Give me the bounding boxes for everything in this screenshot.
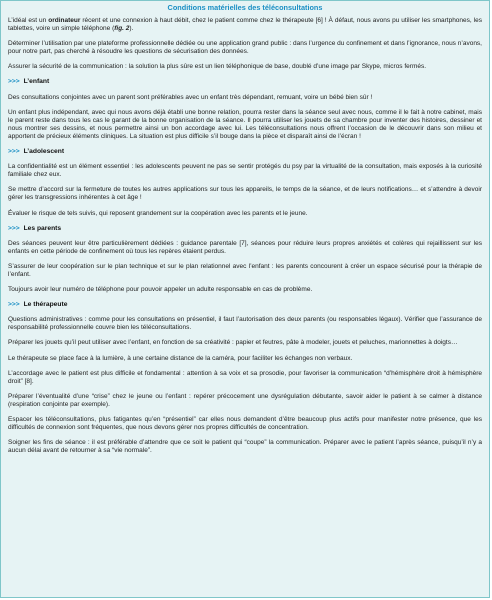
adolescent-paragraph-2: Se mettre d’accord sur la fermeture de toutes les autres applications sur tous les appareils, le temps de la séance, et de leurs notifications… et s’attendre à devoir gérer les transgressions inhérentes à cet âge ! xyxy=(8,186,482,202)
arrow-marker: >>> xyxy=(8,301,20,309)
therapeute-paragraph-5: Préparer l’éventualité d’une “crise” chez le jeune ou l’enfant : repérer précocement une dysrégulation débutante, savoir aider le patient à se calmer à distance (respiration conjointe par exemple). xyxy=(8,392,482,408)
therapeute-paragraph-4: L’accordage avec le patient est plus difficile et fondamental : attention à sa voix et sa prosodie, pour favoriser la communication “d’hémisphère droit à hémisphère droit” [8]. xyxy=(8,369,482,385)
heading-label: L’adolescent xyxy=(23,148,65,156)
heading-label: Les parents xyxy=(23,224,62,232)
enfant-paragraph-2: Un enfant plus indépendant, avec qui nous avons déjà établi une bonne relation, pourra rester dans la séance seul avec nous, comme il le fait à notre cabinet, mais le parent reste dans tous les cas le garant de la bonne organisation de la séance. Il pourra utiliser les jouets de sa chambre pour inventer des histoires, dessiner et nous montrer ses dessins, et nous permettre ainsi un bon accordage avec lui. Les téléconsultations nous offrent l’occasion de le découvrir dans son milieu et apportent de précieux éléments cliniques. La situation est plus difficile s’il bouge dans la pièce et disparaît ainsi de l’écran ! xyxy=(8,108,482,140)
adolescent-paragraph-3: Évaluer le risque de tels suivis, qui reposent grandement sur la coopération avec les parents et le jeune. xyxy=(8,209,308,217)
text-run: récent et une connexion à haut débit, chez le patient comme chez le thérapeute [6] ! À défaut, nous avons pu utiliser les smartphones, les tablettes, voire un simple téléphone ( xyxy=(8,17,482,33)
arrow-marker: >>> xyxy=(8,78,20,86)
adolescent-paragraph-1: La confidentialité est un élément essentiel : les adolescents peuvent ne pas se sentir protégés du psy par la virtualité de la consultation, mais exposés à la curiosité familiale chez eux. xyxy=(8,163,482,179)
therapeute-paragraph-6: Espacer les téléconsultations, plus fatigantes qu’en “présentiel” car elles nous demandent d’être beaucoup plus actifs pour manifester notre présence, que les difficultés de connexion sont fréquentes, que nous devons gérer nos propres difficultés de concentration. xyxy=(8,416,482,432)
therapeute-paragraph-3: Le thérapeute se place face à la lumière, à une certaine distance de la caméra, pour faciliter les échanges non verbaux. xyxy=(8,354,353,362)
intro-paragraph-2: Déterminer l’utilisation par une plateforme professionnelle dédiée ou une application grand public : dans l’urgence du confinement et dans l’ignorance, nous n’avons, pour notre part, pas cherché à résoudre les questions de sécurisation des données. xyxy=(8,40,482,56)
arrow-marker: >>> xyxy=(8,148,20,156)
therapeute-paragraph-2: Préparer les jouets qu’il peut utiliser avec l’enfant, en fonction de sa créativité : papier et feutres, pâte à modeler, jouets et peluches, marionnettes à doigts… xyxy=(8,339,458,347)
figure-reference: fig. 2 xyxy=(114,25,130,33)
section-heading-enfant xyxy=(8,78,482,86)
heading-label: L’enfant xyxy=(23,78,50,86)
text-run: L’idéal est un xyxy=(8,17,49,24)
intro-paragraph-1 xyxy=(8,17,482,33)
intro-paragraph-3: Assurer la sécurité de la communication : la solution la plus sûre est un lien téléphonique de base, doublé d’une image par Skype, micros fermés. xyxy=(8,63,427,71)
bold-term: ordinateur xyxy=(48,17,81,24)
section-heading-therapeute xyxy=(8,301,482,309)
therapeute-paragraph-1: Questions administratives : comme pour les consultations en présentiel, il faut l’autorisation des deux parents (ou responsables légaux). Vérifier que l’assurance de responsabilité professionnelle couvre bien les téléconsultations. xyxy=(8,316,482,332)
box-title: Conditions matérielles des téléconsultations xyxy=(167,3,323,12)
therapeute-paragraph-7: Soigner les fins de séance : il est préférable d’attendre que ce soit le patient qui “coupe” la communication. Préparer avec le patient l’après séance, puisqu’il n’y a aucun délai avant de retourner à sa “vie normale”. xyxy=(8,439,482,455)
parents-paragraph-2: S’assurer de leur coopération sur le plan technique et sur le plan relationnel avec l’enfant : les parents concourent à créer un espace sécurisé pour la thérapie de l’enfant. xyxy=(8,262,482,278)
section-heading-adolescent xyxy=(8,148,482,156)
section-heading-parents xyxy=(8,225,482,233)
parents-paragraph-1: Des séances peuvent leur être particulièrement dédiées : guidance parentale [7], séances pour réduire leurs propres anxiétés et colères qui rejaillissent sur les enfants en cette période de confinement où tous les repères étaient perdus. xyxy=(8,239,482,255)
parents-paragraph-3: Toujours avoir leur numéro de téléphone pour pouvoir appeler un adulte responsable en cas de problème. xyxy=(8,286,313,294)
text-run: ). xyxy=(129,25,134,33)
enfant-paragraph-1: Des consultations conjointes avec un parent sont préférables avec un enfant très dépendant, remuant, voire un bébé bien sûr ! xyxy=(8,93,373,101)
heading-label: Le thérapeute xyxy=(23,301,68,309)
arrow-marker: >>> xyxy=(8,224,20,232)
